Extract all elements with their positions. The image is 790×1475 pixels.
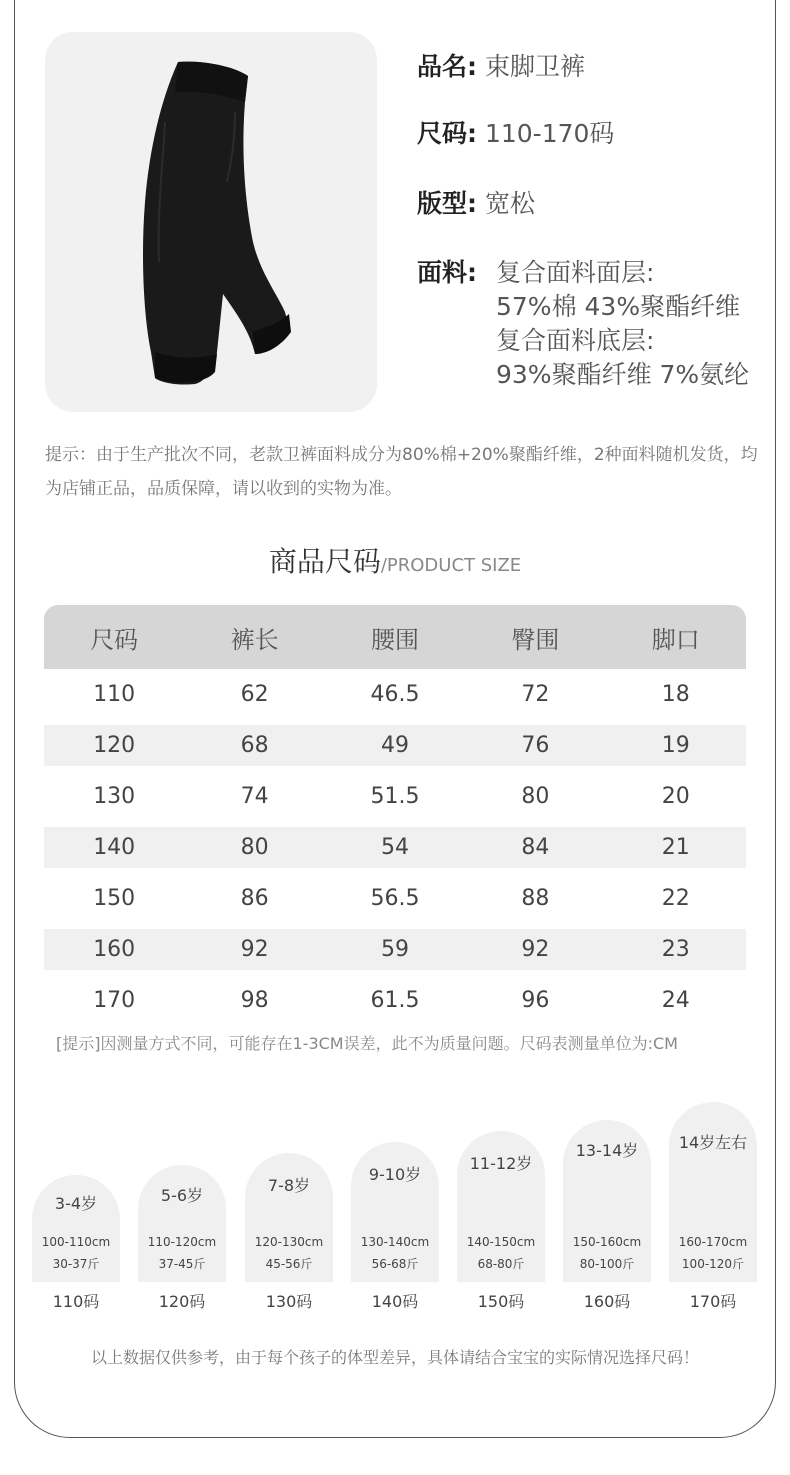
table-cell: 56.5 bbox=[370, 886, 420, 911]
section-title-en: /PRODUCT SIZE bbox=[380, 555, 522, 576]
height-range: 120-130cm bbox=[254, 1235, 324, 1249]
fabric-line: 57%棉 43%聚酯纤维 bbox=[496, 292, 741, 321]
size-table bbox=[44, 605, 746, 1026]
table-row bbox=[44, 873, 746, 924]
spec-fit-value: 宽松 bbox=[484, 189, 535, 218]
age-label: 7-8岁 bbox=[267, 1176, 311, 1195]
spec-name bbox=[417, 50, 585, 84]
table-cell: 74 bbox=[240, 784, 269, 809]
table-cell: 96 bbox=[521, 988, 550, 1013]
table-cell: 49 bbox=[380, 733, 409, 758]
table-cell: 24 bbox=[661, 988, 690, 1013]
section-title bbox=[0, 540, 790, 580]
header-cell: 裤长 bbox=[230, 625, 279, 654]
age-label: 9-10岁 bbox=[368, 1165, 422, 1184]
age-bubble bbox=[32, 1175, 120, 1282]
age-bubble bbox=[138, 1165, 226, 1282]
spec-size-value: 110-170码 bbox=[484, 119, 615, 148]
size-label: 140码 bbox=[371, 1292, 419, 1311]
spec-fit-label: 版型: bbox=[417, 189, 477, 218]
table-cell: 120 bbox=[93, 733, 136, 758]
spec-size-label: 尺码: bbox=[417, 119, 477, 148]
table-cell: 51.5 bbox=[370, 784, 420, 809]
table-cell: 92 bbox=[240, 937, 269, 962]
jogger-pants-image bbox=[45, 32, 377, 412]
table-cell: 46.5 bbox=[370, 682, 420, 707]
table-row bbox=[44, 975, 746, 1026]
table-cell: 80 bbox=[240, 835, 269, 860]
table-cell: 59 bbox=[380, 937, 409, 962]
age-bubble bbox=[351, 1142, 439, 1282]
table-cell: 68 bbox=[240, 733, 269, 758]
weight-range: 80-100斤 bbox=[579, 1257, 635, 1271]
weight-range: 45-56斤 bbox=[265, 1257, 313, 1271]
table-cell: 18 bbox=[661, 682, 690, 707]
size-label: 120码 bbox=[158, 1292, 206, 1311]
spec-fit bbox=[417, 187, 535, 221]
header-cell: 腰围 bbox=[370, 625, 419, 654]
weight-range: 100-120斤 bbox=[681, 1257, 745, 1271]
header-cell: 尺码 bbox=[90, 625, 139, 654]
height-range: 150-160cm bbox=[572, 1235, 642, 1249]
spec-name-value: 束脚卫裤 bbox=[484, 52, 585, 81]
size-label: 130码 bbox=[265, 1292, 313, 1311]
table-cell: 19 bbox=[661, 733, 690, 758]
fabric-line: 复合面料面层: bbox=[496, 258, 655, 287]
weight-range: 30-37斤 bbox=[52, 1257, 100, 1271]
spec-fabric-label: 面料: bbox=[417, 258, 477, 287]
size-label: 170码 bbox=[689, 1292, 737, 1311]
age-label: 14岁左右 bbox=[678, 1133, 748, 1152]
spec-fabric-value bbox=[496, 256, 749, 392]
height-range: 100-110cm bbox=[41, 1235, 111, 1249]
header-cell: 臀围 bbox=[511, 625, 560, 654]
table-cell: 86 bbox=[240, 886, 269, 911]
table-cell: 76 bbox=[521, 733, 550, 758]
age-bubble bbox=[457, 1131, 545, 1282]
table-row bbox=[44, 827, 746, 868]
footer-note: 以上数据仅供参考，由于每个孩子的体型差异，具体请结合宝宝的实际情况选择尺码！ bbox=[90, 1348, 699, 1367]
table-cell: 140 bbox=[93, 835, 136, 860]
product-photo bbox=[45, 32, 377, 412]
header-cell: 脚口 bbox=[651, 625, 700, 654]
table-cell: 54 bbox=[380, 835, 409, 860]
weight-range: 68-80斤 bbox=[477, 1257, 525, 1271]
table-row bbox=[44, 771, 746, 822]
fabric-line: 93%聚酯纤维 7%氨纶 bbox=[496, 360, 750, 389]
height-range: 110-120cm bbox=[147, 1235, 217, 1249]
table-cell: 170 bbox=[93, 988, 136, 1013]
table-cell: 21 bbox=[661, 835, 690, 860]
height-range: 140-150cm bbox=[466, 1235, 536, 1249]
size-label: 160码 bbox=[583, 1292, 631, 1311]
table-cell: 61.5 bbox=[370, 988, 420, 1013]
table-cell: 72 bbox=[521, 682, 550, 707]
age-label: 5-6岁 bbox=[160, 1186, 204, 1205]
table-cell: 80 bbox=[521, 784, 550, 809]
age-label: 3-4岁 bbox=[54, 1194, 98, 1213]
spec-name-label: 品名: bbox=[417, 52, 477, 81]
table-cell: 110 bbox=[93, 682, 136, 707]
table-row bbox=[44, 669, 746, 720]
age-label: 13-14岁 bbox=[575, 1141, 639, 1160]
spec-size bbox=[417, 117, 614, 151]
spec-fabric bbox=[417, 256, 477, 290]
table-cell: 84 bbox=[521, 835, 550, 860]
size-label: 150码 bbox=[477, 1292, 525, 1311]
table-row bbox=[44, 929, 746, 970]
fabric-line: 复合面料底层: bbox=[496, 326, 655, 355]
age-bubble bbox=[669, 1102, 757, 1282]
height-range: 130-140cm bbox=[360, 1235, 430, 1249]
height-range: 160-170cm bbox=[678, 1235, 748, 1249]
age-bubble bbox=[563, 1120, 651, 1282]
table-cell: 92 bbox=[521, 937, 550, 962]
table-cell: 22 bbox=[661, 886, 690, 911]
weight-range: 37-45斤 bbox=[158, 1257, 206, 1271]
age-label: 11-12岁 bbox=[469, 1154, 533, 1173]
table-header bbox=[44, 605, 746, 669]
age-bubble bbox=[245, 1153, 333, 1282]
size-label: 110码 bbox=[52, 1292, 100, 1311]
section-title-zh: 商品尺码 bbox=[268, 545, 381, 578]
table-cell: 20 bbox=[661, 784, 690, 809]
table-row bbox=[44, 725, 746, 766]
weight-range: 56-68斤 bbox=[371, 1257, 419, 1271]
table-cell: 23 bbox=[661, 937, 690, 962]
table-cell: 62 bbox=[240, 682, 269, 707]
table-cell: 88 bbox=[521, 886, 550, 911]
table-cell: 130 bbox=[93, 784, 136, 809]
table-cell: 150 bbox=[93, 886, 136, 911]
measure-note: [提示]因测量方式不同，可能存在1-3CM误差，此不为质量问题。尺码表测量单位为:CM bbox=[56, 1034, 678, 1053]
fabric-tip: 提示：由于生产批次不同，老款卫裤面料成分为80%棉+20%聚酯纤维，2种面料随机发货，均为店铺正品，品质保障，请以收到的实物为准。 bbox=[45, 445, 758, 499]
table-cell: 160 bbox=[93, 937, 136, 962]
table-cell: 98 bbox=[240, 988, 269, 1013]
